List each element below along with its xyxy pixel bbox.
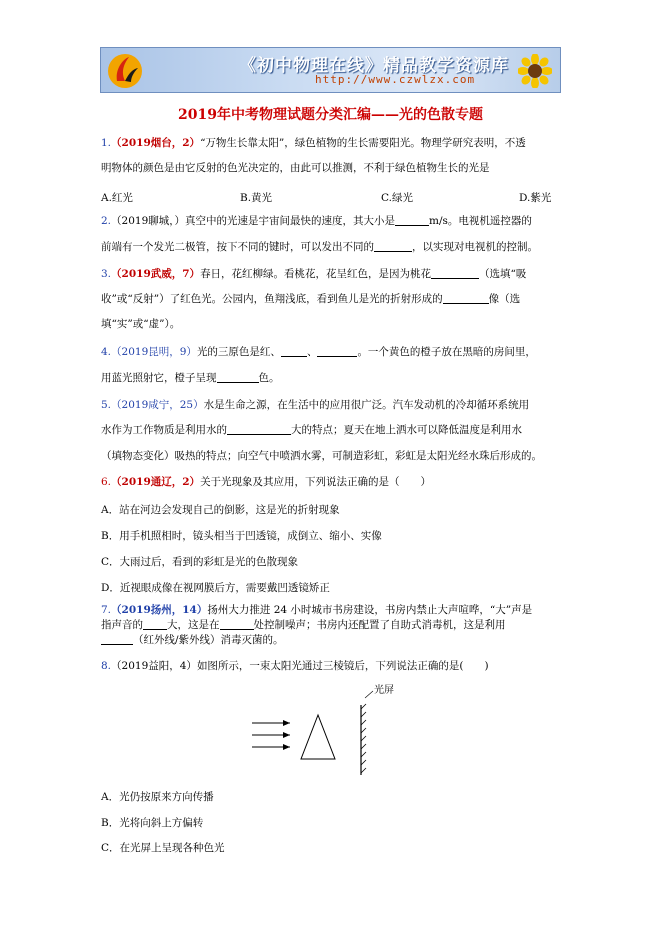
screen-hatching <box>361 704 366 773</box>
q7-number: 7. <box>101 604 112 616</box>
q7-text-a: 扬州大力推进 24 小时城市书房建设，书房内禁止大声喧哗，“大”声是 <box>207 604 533 616</box>
q4-blank-2[interactable] <box>317 346 357 357</box>
prism-shape <box>301 715 335 759</box>
q6-line1 <box>101 476 563 489</box>
q3-number: 3. <box>101 268 112 280</box>
q1-option-b: B.黄光 <box>240 192 273 204</box>
q8-source: （2019益阳，4） <box>111 660 197 672</box>
q5-line2-b: 大的特点；夏天在地上洒水可以降低温度是利用水 <box>291 424 522 436</box>
q7-line3-b: （红外线/紫外线）消毒灭菌的。 <box>133 634 284 646</box>
q3-line2-a: 收”或“反射”）了红色光。公园内，鱼翔浅底，看到鱼儿是光的折射形成的 <box>101 293 443 305</box>
page-title: 2019年中考物理试题分类汇编——光的色散专题 <box>178 107 483 123</box>
q5-line3: （填物态变化）吸热的特点；向空气中喷洒水雾，可制造彩虹，彩虹是太阳光经水珠后形成的。 <box>101 450 542 462</box>
q8-option-c: C．在光屏上呈现各种色光 <box>101 842 225 854</box>
q7-blank-1[interactable] <box>143 619 167 630</box>
q6-option-b: B．用手机照相时，镜头相当于凹透镜，成倒立、缩小、实像 <box>101 530 382 542</box>
q7-blank-3[interactable] <box>101 634 133 645</box>
banner-title: 《初中物理在线》精品教学资源库 <box>239 56 509 76</box>
q2-line1 <box>101 215 563 228</box>
arrow-head-1 <box>283 720 290 726</box>
q7-line2-a: 指声音的 <box>101 619 143 631</box>
q8-option-a: A．光仍按原来方向传播 <box>101 791 214 803</box>
q8-line1 <box>101 660 563 673</box>
q7-source: （2019扬州，14） <box>111 604 208 616</box>
q7-line2 <box>101 619 563 632</box>
q2-blank-2[interactable] <box>374 241 412 252</box>
label-leader-line <box>365 691 373 698</box>
arrow-head-3 <box>283 744 290 750</box>
q4-number: 4. <box>101 346 112 358</box>
q7-line1 <box>101 604 563 617</box>
q1-line2: 明物体的颜色是由它反射的色光决定的，由此可以推测，不利于绿色植物生长的光是 <box>101 162 490 174</box>
q4-text-b: 、 <box>306 346 318 358</box>
q4-line2 <box>101 372 563 385</box>
q8-number: 8. <box>101 660 112 672</box>
q2-number: 2. <box>101 215 112 227</box>
q1-option-d: D.紫光 <box>519 192 552 204</box>
q6-option-a: A．站在河边会发现自己的倒影，这是光的折射现象 <box>101 504 340 516</box>
q3-text-b: （选填“吸 <box>479 268 527 280</box>
header-banner <box>100 47 561 93</box>
arrow-head-2 <box>283 732 290 738</box>
q8-text-a: 如图所示，一束太阳光通过三棱镜后，下列说法正确的是( ) <box>196 660 489 672</box>
q3-line2 <box>101 293 563 306</box>
q5-line1 <box>101 399 563 412</box>
q3-line3: 填“实”或“虚”）。 <box>101 318 181 330</box>
q2-line2 <box>101 241 563 254</box>
q2-blank-1[interactable] <box>395 215 429 226</box>
q1-text: “万物生长靠太阳”，绿色植物的生长需要阳光。物理学研究表明，不透 <box>200 137 526 149</box>
sunflower-icon <box>518 54 552 88</box>
q2-source: （2019聊城，） <box>111 215 186 227</box>
q5-line2 <box>101 424 563 437</box>
q4-line2-b: 色。 <box>258 372 280 384</box>
q3-blank-2[interactable] <box>443 293 489 304</box>
q5-blank-1[interactable] <box>227 424 291 435</box>
q3-text-a: 春日，花红柳绿。看桃花，花呈红色，是因为桃花 <box>200 268 432 280</box>
screen-label: 光屏 <box>374 685 394 696</box>
logo-icon <box>105 51 145 91</box>
q6-option-d: D．近视眼成像在视网膜后方，需要戴凹透镜矫正 <box>101 582 330 594</box>
q6-source: （2019通辽，2） <box>111 476 201 488</box>
q2-line2-a: 前端有一个发光二极管，按下不同的键时，可以发出不同的 <box>101 241 374 253</box>
q4-text-a: 光的三原色是红、 <box>196 346 281 358</box>
q5-number: 5. <box>101 399 112 411</box>
q2-line2-b: ，以实现对电视机的控制。 <box>412 241 538 253</box>
q5-source: （2019咸宁，25） <box>111 399 204 411</box>
q1-option-c: C.绿光 <box>381 192 413 204</box>
q8-option-b: B．光将向斜上方偏转 <box>101 817 204 829</box>
q1-source: （2019烟台，2） <box>111 137 201 149</box>
q7-blank-2[interactable] <box>220 619 254 630</box>
q7-line2-b: 大，这是在 <box>167 619 220 631</box>
q2-text-b: m/s。电视机遥控器的 <box>429 215 532 227</box>
q4-text-c: 。一个黄色的橙子放在黑暗的房间里， <box>357 346 536 358</box>
q4-blank-3[interactable] <box>217 372 259 383</box>
q1-option-a: A.红光 <box>101 192 133 204</box>
q6-option-c: C．大雨过后，看到的彩虹是光的色散现象 <box>101 556 299 568</box>
q4-blank-1[interactable] <box>281 346 307 357</box>
q3-line1 <box>101 268 563 281</box>
q5-line2-a: 水作为工作物质是利用水的 <box>101 424 227 436</box>
q1-number: 1. <box>101 137 112 149</box>
q4-line2-a: 用蓝光照射它，橙子呈现 <box>101 372 217 384</box>
q5-text-a: 水是生命之源，在生活中的应用很广泛。汽车发动机的冷却循环系统用 <box>203 399 530 411</box>
q3-line2-b: 像（选 <box>488 293 521 305</box>
prism-diagram <box>252 683 402 778</box>
q2-text-a: 真空中的光速是宇宙间最快的速度，其大小是 <box>185 215 396 227</box>
banner-url[interactable]: http://www.czwlzx.com <box>315 73 476 86</box>
q6-text-a: 关于光现象及其应用，下列说法正确的是（ ） <box>200 476 432 488</box>
q7-line2-c: 处控制噪声；书房内还配置了自助式消毒机，这是利用 <box>253 619 506 631</box>
q7-line3 <box>101 634 563 647</box>
q3-blank-1[interactable] <box>431 268 479 279</box>
q1-line1 <box>101 137 563 150</box>
q4-source: （2019昆明，9） <box>111 346 197 358</box>
q4-line1 <box>101 346 563 359</box>
q6-number: 6. <box>101 476 112 488</box>
q3-source: （2019武威，7） <box>111 268 201 280</box>
